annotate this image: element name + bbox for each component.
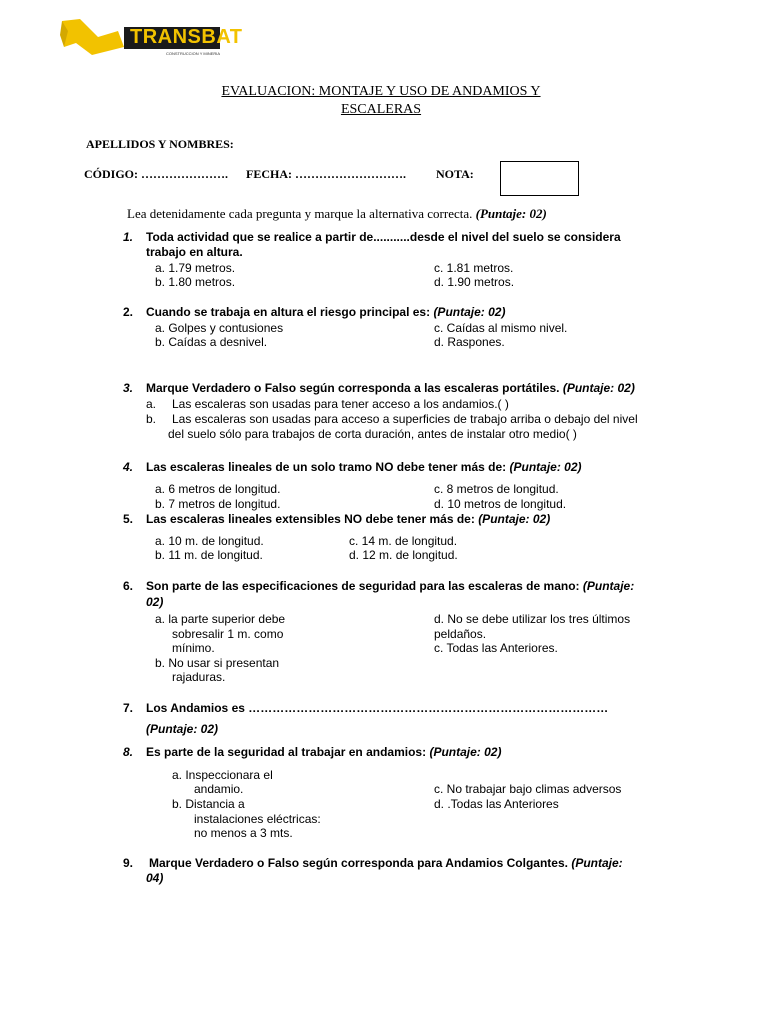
q2-option-c[interactable]: c. Caídas al mismo nivel. xyxy=(434,321,568,335)
q6-option-c[interactable]: c. Todas las Anteriores. xyxy=(434,641,558,655)
instructions-text: Lea detenidamente cada pregunta y marque la alternativa correcta. xyxy=(127,206,473,221)
question-9-score-line2: 04) xyxy=(146,871,164,885)
question-7-text[interactable]: Los Andamios es ……………………………………………………………………………… xyxy=(146,701,609,715)
q4-option-c[interactable]: c. 8 metros de longitud. xyxy=(434,482,559,496)
company-logo xyxy=(58,17,243,61)
question-9 xyxy=(149,856,623,871)
question-3-score: (Puntaje: 02) xyxy=(562,381,635,395)
q4-option-d[interactable]: d. 10 metros de longitud. xyxy=(434,497,567,511)
question-8-number: 8. xyxy=(123,745,134,759)
q6-option-a-line3[interactable]: mínimo. xyxy=(172,641,215,655)
q6-option-d-line2[interactable]: peldaños. xyxy=(434,627,487,641)
question-1-number: 1. xyxy=(123,230,134,244)
question-7-number: 7. xyxy=(123,701,134,715)
q3-b-letter: b. xyxy=(146,412,157,426)
question-4-text: Las escaleras lineales de un solo tramo NO debe tener más de: xyxy=(146,460,507,474)
question-6-score: (Puntaje: xyxy=(582,579,635,593)
instructions xyxy=(127,206,547,222)
question-3-number: 3. xyxy=(123,381,134,395)
question-5 xyxy=(146,512,550,527)
q8-option-c[interactable]: c. No trabajar bajo climas adversos xyxy=(434,782,622,796)
question-4 xyxy=(146,460,582,475)
question-8-text: Es parte de la seguridad al trabajar en andamios: xyxy=(146,745,427,759)
q5-option-c[interactable]: c. 14 m. de longitud. xyxy=(349,534,458,548)
question-8 xyxy=(146,745,501,760)
question-6-text: Son parte de las especificaciones de seguridad para las escaleras de mano: xyxy=(146,579,580,593)
question-9-score: (Puntaje: xyxy=(571,856,623,870)
q5-option-b[interactable]: b. 11 m. de longitud. xyxy=(155,548,263,562)
question-7-score: (Puntaje: 02) xyxy=(146,722,219,736)
q3-statement-a[interactable]: Las escaleras son usadas para tener acceso a los andamios.( ) xyxy=(172,397,509,411)
q1-option-d[interactable]: d. 1.90 metros. xyxy=(434,275,515,289)
q8-option-b[interactable]: b. Distancia a xyxy=(172,797,245,811)
q8-option-b-line2[interactable]: instalaciones eléctricas: xyxy=(194,812,321,826)
question-9-number: 9. xyxy=(123,856,134,870)
q2-option-a[interactable]: a. Golpes y contusiones xyxy=(155,321,284,335)
q6-option-b[interactable]: b. No usar si presentan xyxy=(155,656,280,670)
q2-option-d[interactable]: d. Raspones. xyxy=(434,335,505,349)
question-2 xyxy=(146,305,505,320)
q5-option-a[interactable]: a. 10 m. de longitud. xyxy=(155,534,264,548)
q6-option-a-line2[interactable]: sobresalir 1 m. como xyxy=(172,627,284,641)
question-5-number: 5. xyxy=(123,512,134,526)
page-title: EVALUACION: MONTAJE Y USO DE ANDAMIOS Y xyxy=(221,84,541,99)
q6-option-b-line2[interactable]: rajaduras. xyxy=(172,670,226,684)
q1-option-b[interactable]: b. 1.80 metros. xyxy=(155,275,236,289)
question-8-score: (Puntaje: 02) xyxy=(429,745,502,759)
q2-option-b[interactable]: b. Caídas a desnivel. xyxy=(155,335,268,349)
q1-option-a[interactable]: a. 1.79 metros. xyxy=(155,261,236,275)
instructions-score: (Puntaje: 02) xyxy=(475,206,547,221)
question-6-number: 6. xyxy=(123,579,134,593)
date-label: FECHA: ………………………. xyxy=(246,167,406,181)
q3-statement-b-line2[interactable]: del suelo sólo para trabajos de corta duración, antes de instalar otro medio( ) xyxy=(168,427,577,441)
q4-option-a[interactable]: a. 6 metros de longitud. xyxy=(155,482,281,496)
question-5-score: (Puntaje: 02) xyxy=(478,512,551,526)
question-9-text: Marque Verdadero o Falso según corresponda para Andamios Colgantes. xyxy=(149,856,568,870)
q8-option-a[interactable]: a. Inspeccionara el xyxy=(172,768,273,782)
q1-option-c[interactable]: c. 1.81 metros. xyxy=(434,261,514,275)
question-2-text: Cuando se trabaja en altura el riesgo principal es: xyxy=(146,305,431,319)
code-label: CÓDIGO: …………………. xyxy=(84,167,228,181)
question-4-number: 4. xyxy=(123,460,134,474)
grade-label: NOTA: xyxy=(436,167,474,181)
question-3-text: Marque Verdadero o Falso según corresponda a las escaleras portátiles. xyxy=(146,381,560,395)
q6-option-d[interactable]: d. No se debe utilizar los tres últimos xyxy=(434,612,631,626)
q6-option-a[interactable]: a. la parte superior debe xyxy=(155,612,286,626)
question-1-text: Toda actividad que se realice a partir de...........desde el nivel del suelo se considera xyxy=(146,230,621,244)
question-2-score: (Puntaje: 02) xyxy=(433,305,506,319)
question-2-number: 2. xyxy=(123,305,134,319)
q8-option-b-line3[interactable]: no menos a 3 mts. xyxy=(194,826,293,840)
page-title-line2: ESCALERAS xyxy=(340,102,422,117)
question-1-text-line2: trabajo en altura. xyxy=(146,245,243,259)
q8-option-a-line2[interactable]: andamio. xyxy=(194,782,244,796)
q4-option-b[interactable]: b. 7 metros de longitud. xyxy=(155,497,281,511)
q3-statement-b[interactable]: Las escaleras son usadas para acceso a superficies de trabajo arriba o debajo del nivel xyxy=(172,412,638,426)
logo-name: TRANSBAT xyxy=(130,26,243,48)
question-6 xyxy=(146,579,634,594)
q5-option-d[interactable]: d. 12 m. de longitud. xyxy=(349,548,458,562)
question-6-score-line2: 02) xyxy=(146,595,164,609)
question-4-score: (Puntaje: 02) xyxy=(509,460,582,474)
excavator-icon xyxy=(58,17,128,61)
logo-tagline: CONSTRUCCION Y MINERIA xyxy=(166,51,221,56)
q3-a-letter: a. xyxy=(146,397,157,411)
q8-option-d[interactable]: d. .Todas las Anteriores xyxy=(434,797,559,811)
question-3 xyxy=(146,381,635,396)
names-label: APELLIDOS Y NOMBRES: xyxy=(86,137,234,151)
question-5-text: Las escaleras lineales extensibles NO debe tener más de: xyxy=(146,512,475,526)
grade-box[interactable] xyxy=(500,161,579,196)
